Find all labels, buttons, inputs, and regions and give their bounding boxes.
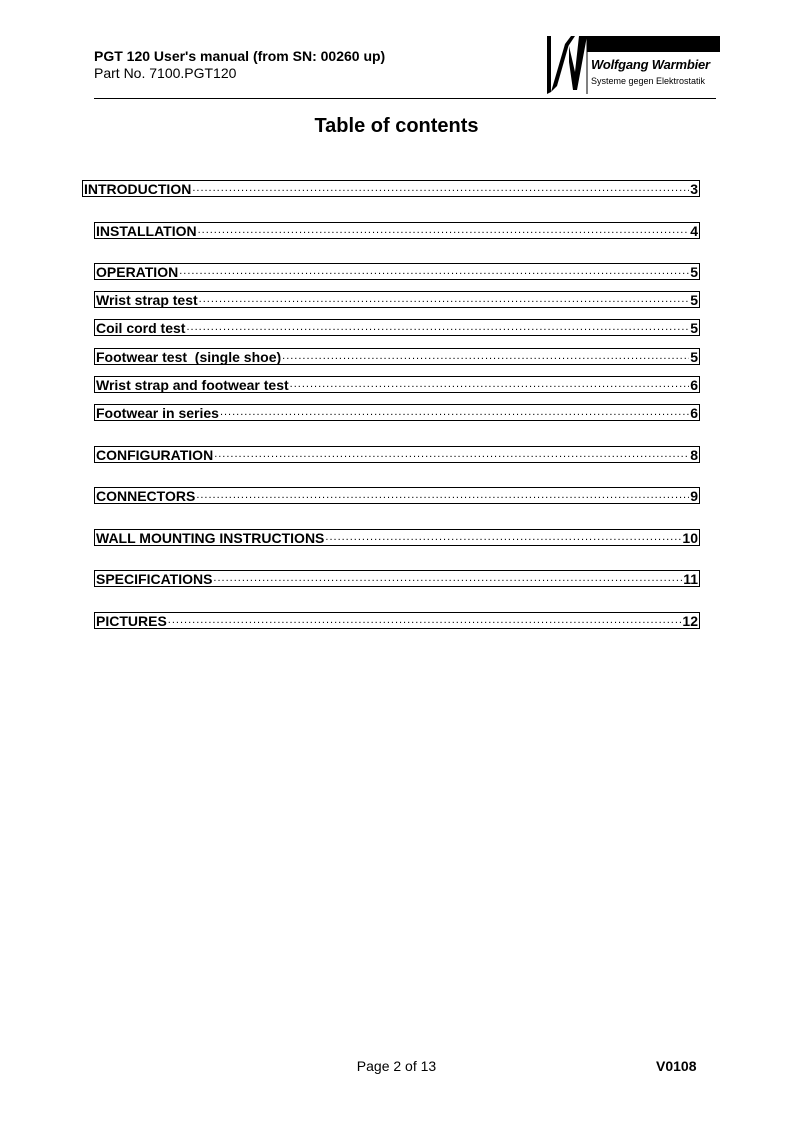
toc-entry-pictures[interactable] bbox=[94, 612, 700, 629]
toc-entry-footwear-test[interactable] bbox=[94, 348, 700, 365]
toc-page-number: 5 bbox=[690, 291, 698, 308]
toc-label: SPECIFICATIONS bbox=[96, 570, 213, 587]
toc-leader bbox=[179, 263, 689, 280]
toc-leader bbox=[198, 222, 690, 239]
toc-page-number: 5 bbox=[690, 263, 698, 280]
page-number: Page 2 of 13 bbox=[356, 1058, 437, 1074]
toc-page-number: 6 bbox=[690, 376, 698, 393]
toc-leader bbox=[220, 404, 689, 421]
toc-label: PICTURES bbox=[96, 612, 167, 629]
toc-page-number: 4 bbox=[690, 222, 698, 239]
toc-label: CONNECTORS bbox=[96, 487, 196, 504]
toc-label: Footwear test (single shoe) bbox=[96, 348, 282, 365]
toc-entry-wall-mounting-instructions[interactable] bbox=[94, 529, 700, 546]
toc-leader bbox=[196, 487, 689, 504]
part-number: Part No. 7100.PGT120 bbox=[94, 65, 237, 81]
toc-label: Footwear in series bbox=[96, 404, 219, 421]
version-label: V0108 bbox=[656, 1058, 697, 1074]
toc-entry-footwear-in-series[interactable] bbox=[94, 404, 700, 421]
toc-label: CONFIGURATION bbox=[96, 446, 214, 463]
document-title: PGT 120 User's manual (from SN: 00260 up) bbox=[94, 48, 386, 64]
logo-tagline: Systeme gegen Elektrostatik bbox=[591, 76, 706, 86]
toc-label: INSTALLATION bbox=[96, 222, 197, 239]
toc-entry-wrist-strap-and-footwear-test[interactable] bbox=[94, 376, 700, 393]
toc-leader bbox=[213, 570, 682, 587]
toc-leader bbox=[325, 529, 681, 546]
toc-page-number: 6 bbox=[690, 404, 698, 421]
toc-label: OPERATION bbox=[96, 263, 179, 280]
toc-label: INTRODUCTION bbox=[84, 180, 192, 197]
toc-page-number: 12 bbox=[682, 612, 698, 629]
toc-leader bbox=[290, 376, 690, 393]
toc-entry-specifications[interactable] bbox=[94, 570, 700, 587]
company-logo bbox=[545, 34, 720, 96]
logo-brand-name: Wolfgang Warmbier bbox=[591, 57, 710, 72]
toc-label: Wrist strap and footwear test bbox=[96, 376, 289, 393]
toc-page-number: 11 bbox=[683, 570, 698, 587]
toc-page-number: 8 bbox=[690, 446, 698, 463]
toc-entry-installation[interactable] bbox=[94, 222, 700, 239]
toc-leader bbox=[168, 612, 682, 629]
header-divider bbox=[94, 98, 716, 99]
toc-entry-connectors[interactable] bbox=[94, 487, 700, 504]
page-title: Table of contents bbox=[314, 115, 479, 137]
toc-page-number: 5 bbox=[690, 348, 698, 365]
toc-entry-configuration[interactable] bbox=[94, 446, 700, 463]
toc-entry-coil-cord-test[interactable] bbox=[94, 319, 700, 336]
toc-label: Wrist strap test bbox=[96, 291, 198, 308]
toc-leader bbox=[186, 319, 689, 336]
toc-page-number: 3 bbox=[690, 180, 698, 197]
toc-leader bbox=[282, 348, 689, 365]
toc-entry-wrist-strap-test[interactable] bbox=[94, 291, 700, 308]
toc-leader bbox=[214, 446, 689, 463]
toc-entry-operation[interactable] bbox=[94, 263, 700, 280]
toc-label: Coil cord test bbox=[96, 319, 186, 336]
toc-label: WALL MOUNTING INSTRUCTIONS bbox=[96, 529, 325, 546]
toc-leader bbox=[192, 180, 689, 197]
toc-page-number: 10 bbox=[682, 529, 698, 546]
toc-page-number: 9 bbox=[690, 487, 698, 504]
toc-leader bbox=[199, 291, 690, 308]
toc-entry-introduction[interactable] bbox=[82, 180, 700, 197]
toc-page-number: 5 bbox=[690, 319, 698, 336]
